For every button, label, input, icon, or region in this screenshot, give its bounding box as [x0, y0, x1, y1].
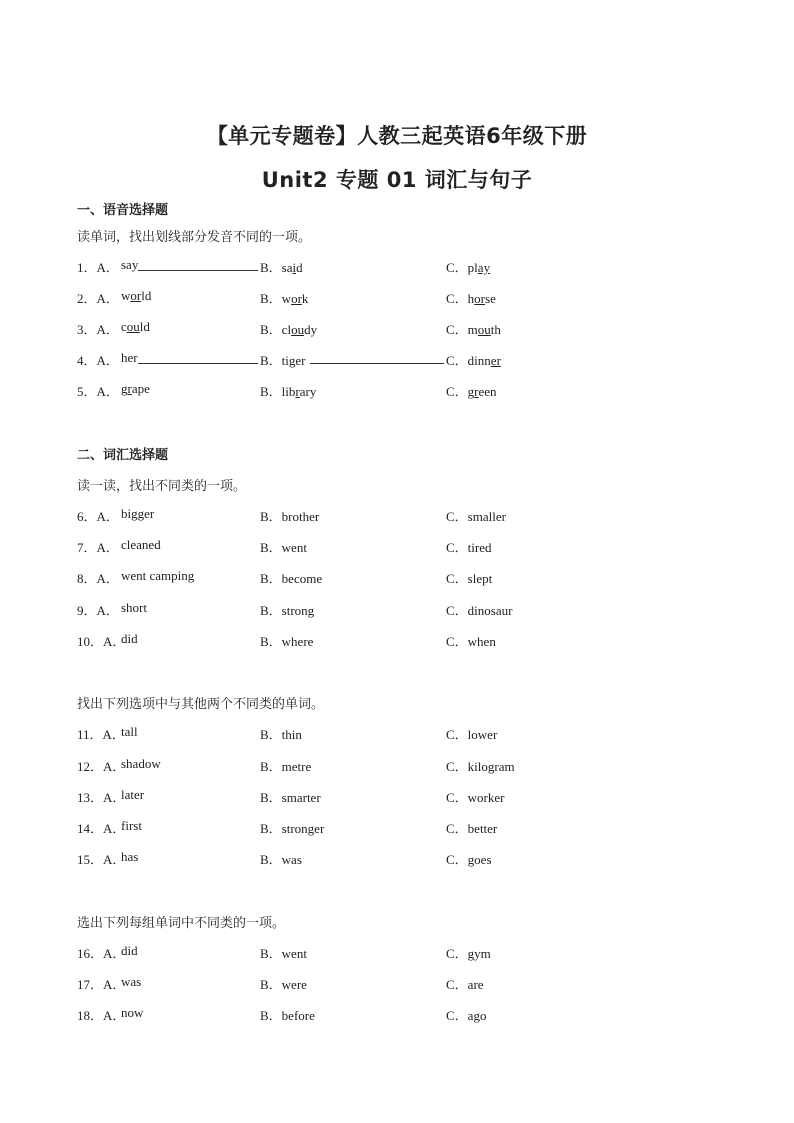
option-c: C．kilogram — [446, 759, 515, 774]
answer-blank — [138, 350, 258, 364]
section-instruction: 选出下列每组单词中不同类的一项。 — [77, 916, 286, 931]
option-text: se — [485, 291, 496, 306]
section-instruction: 找出下列选项中与其他两个不同类的单词。 — [77, 697, 325, 712]
question-row — [0, 787, 794, 807]
question-row — [0, 257, 794, 277]
option-text: k — [301, 291, 309, 306]
question-row — [0, 756, 794, 776]
question-number: 16．A． — [77, 946, 126, 961]
option-a: her — [121, 350, 138, 365]
option-c: C．worker — [446, 790, 505, 805]
underlined-part: ou — [291, 322, 305, 337]
question-row — [0, 943, 794, 963]
underlined-part: er — [490, 353, 501, 368]
question-number: 6．A． — [77, 509, 119, 524]
option-a: now — [121, 1005, 144, 1020]
question-number: 2．A． — [77, 291, 119, 306]
option-b: B．thin — [260, 727, 302, 742]
option-text: B．cl — [260, 322, 292, 337]
answer-blank — [310, 350, 444, 364]
underlined-part: or — [291, 291, 302, 306]
question-row — [0, 631, 794, 651]
option-b: B．metre — [260, 759, 312, 774]
underlined-part: or — [130, 288, 142, 303]
option-a: short — [121, 600, 147, 615]
option-text: C．h — [446, 291, 475, 306]
option-c: C．lower — [446, 727, 498, 742]
section-instruction: 读一读，找出不同类的一项。 — [77, 479, 247, 494]
question-number: 1．A． — [77, 260, 119, 275]
question-number: 12．A． — [77, 759, 126, 774]
option-text: dy — [304, 322, 318, 337]
question-number: 5．A． — [77, 384, 119, 399]
option-text: ld — [139, 319, 150, 334]
question-row — [0, 1005, 794, 1025]
option-a: cleaned — [121, 537, 161, 552]
option-a: did — [121, 631, 138, 646]
option-a — [121, 381, 150, 397]
option-text: B．lib — [260, 384, 296, 399]
option-text: g — [121, 381, 128, 396]
question-number: 7．A． — [77, 540, 119, 555]
option-a: has — [121, 849, 139, 864]
option-c — [446, 319, 501, 338]
option-text: ary — [299, 384, 317, 399]
option-c — [446, 257, 490, 276]
option-c — [446, 288, 496, 307]
section-heading-vocabulary: 二、词汇选择题 — [77, 448, 169, 463]
option-b: B．before — [260, 1008, 315, 1023]
option-b: B．become — [260, 571, 323, 586]
option-c: C．ago — [446, 1008, 487, 1023]
option-a: tall — [121, 724, 138, 739]
option-text: C．pl — [446, 260, 478, 275]
option-a: shadow — [121, 756, 161, 771]
option-c — [446, 381, 497, 400]
option-c: C．dinosaur — [446, 603, 513, 618]
option-text: een — [478, 384, 497, 399]
option-b: B．was — [260, 852, 302, 867]
option-text: B．w — [260, 291, 292, 306]
question-row — [0, 537, 794, 557]
option-b: B．were — [260, 977, 307, 992]
option-text: c — [121, 319, 127, 334]
question-row — [0, 288, 794, 308]
page-title: 【单元专题卷】人教三起英语6年级下册 — [206, 124, 588, 148]
underlined-part: ou — [126, 319, 140, 334]
option-c: C．goes — [446, 852, 492, 867]
underlined-part: or — [474, 291, 486, 306]
answer-blank — [138, 257, 258, 271]
question-number: 15．A． — [77, 852, 126, 867]
option-c: C．slept — [446, 571, 493, 586]
question-number: 14．A． — [77, 821, 126, 836]
option-text: d — [296, 260, 303, 275]
question-row — [0, 381, 794, 401]
option-a: was — [121, 974, 142, 989]
underlined-part: r — [474, 384, 479, 399]
underlined-part: ou — [477, 322, 491, 337]
option-text: C．dinn — [446, 353, 491, 368]
option-b: B．smarter — [260, 790, 321, 805]
question-row — [0, 600, 794, 620]
option-b: B．went — [260, 946, 307, 961]
question-row — [0, 319, 794, 339]
question-row — [0, 350, 794, 370]
option-c: C．when — [446, 634, 496, 649]
question-number: 13．A． — [77, 790, 126, 805]
question-row — [0, 818, 794, 838]
option-c: C．better — [446, 821, 498, 836]
option-c — [446, 350, 501, 369]
option-b — [260, 319, 317, 338]
option-c: C．gym — [446, 946, 491, 961]
option-b: B．tiger — [260, 353, 306, 368]
option-a: later — [121, 787, 145, 802]
underlined-part: r — [127, 381, 132, 396]
question-row — [0, 724, 794, 744]
option-c: C．are — [446, 977, 484, 992]
section-instruction: 读单词，找出划线部分发音不同的一项。 — [77, 230, 312, 245]
question-number: 4．A． — [77, 353, 119, 368]
question-number: 8．A． — [77, 571, 119, 586]
option-a — [121, 319, 150, 335]
option-a: did — [121, 943, 138, 958]
option-b — [260, 288, 308, 307]
question-row — [0, 568, 794, 588]
option-text: th — [490, 322, 501, 337]
option-b — [260, 381, 316, 400]
question-row — [0, 849, 794, 869]
option-a: bigger — [121, 506, 155, 521]
question-number: 17．A． — [77, 977, 126, 992]
option-b: B．where — [260, 634, 314, 649]
option-text: ape — [131, 381, 150, 396]
option-c: C．smaller — [446, 509, 506, 524]
question-number: 9．A． — [77, 603, 119, 618]
section-heading-phonics: 一、语音选择题 — [77, 203, 169, 218]
option-a: went camping — [121, 568, 195, 583]
page-subtitle: Unit2 专题 01 词汇与句子 — [261, 168, 533, 192]
option-b: B．stronger — [260, 821, 325, 836]
question-row — [0, 974, 794, 994]
question-number: 10．A． — [77, 634, 126, 649]
option-text: C．g — [446, 384, 475, 399]
question-row — [0, 506, 794, 526]
question-number: 18．A． — [77, 1008, 126, 1023]
option-b: B．strong — [260, 603, 315, 618]
underlined-part: ay — [477, 260, 491, 275]
underlined-part: r — [295, 384, 300, 399]
option-b — [260, 257, 303, 276]
option-b: B．went — [260, 540, 307, 555]
question-number: 11．A． — [77, 727, 125, 742]
underlined-part: i — [292, 260, 297, 275]
question-number: 3．A． — [77, 322, 119, 337]
option-b: B．brother — [260, 509, 320, 524]
option-text: ld — [141, 288, 152, 303]
option-a: first — [121, 818, 142, 833]
option-text: B．sa — [260, 260, 293, 275]
option-text: w — [121, 288, 131, 303]
option-a: say — [121, 257, 139, 272]
option-text: C．m — [446, 322, 478, 337]
option-c: C．tired — [446, 540, 492, 555]
option-a — [121, 288, 151, 304]
